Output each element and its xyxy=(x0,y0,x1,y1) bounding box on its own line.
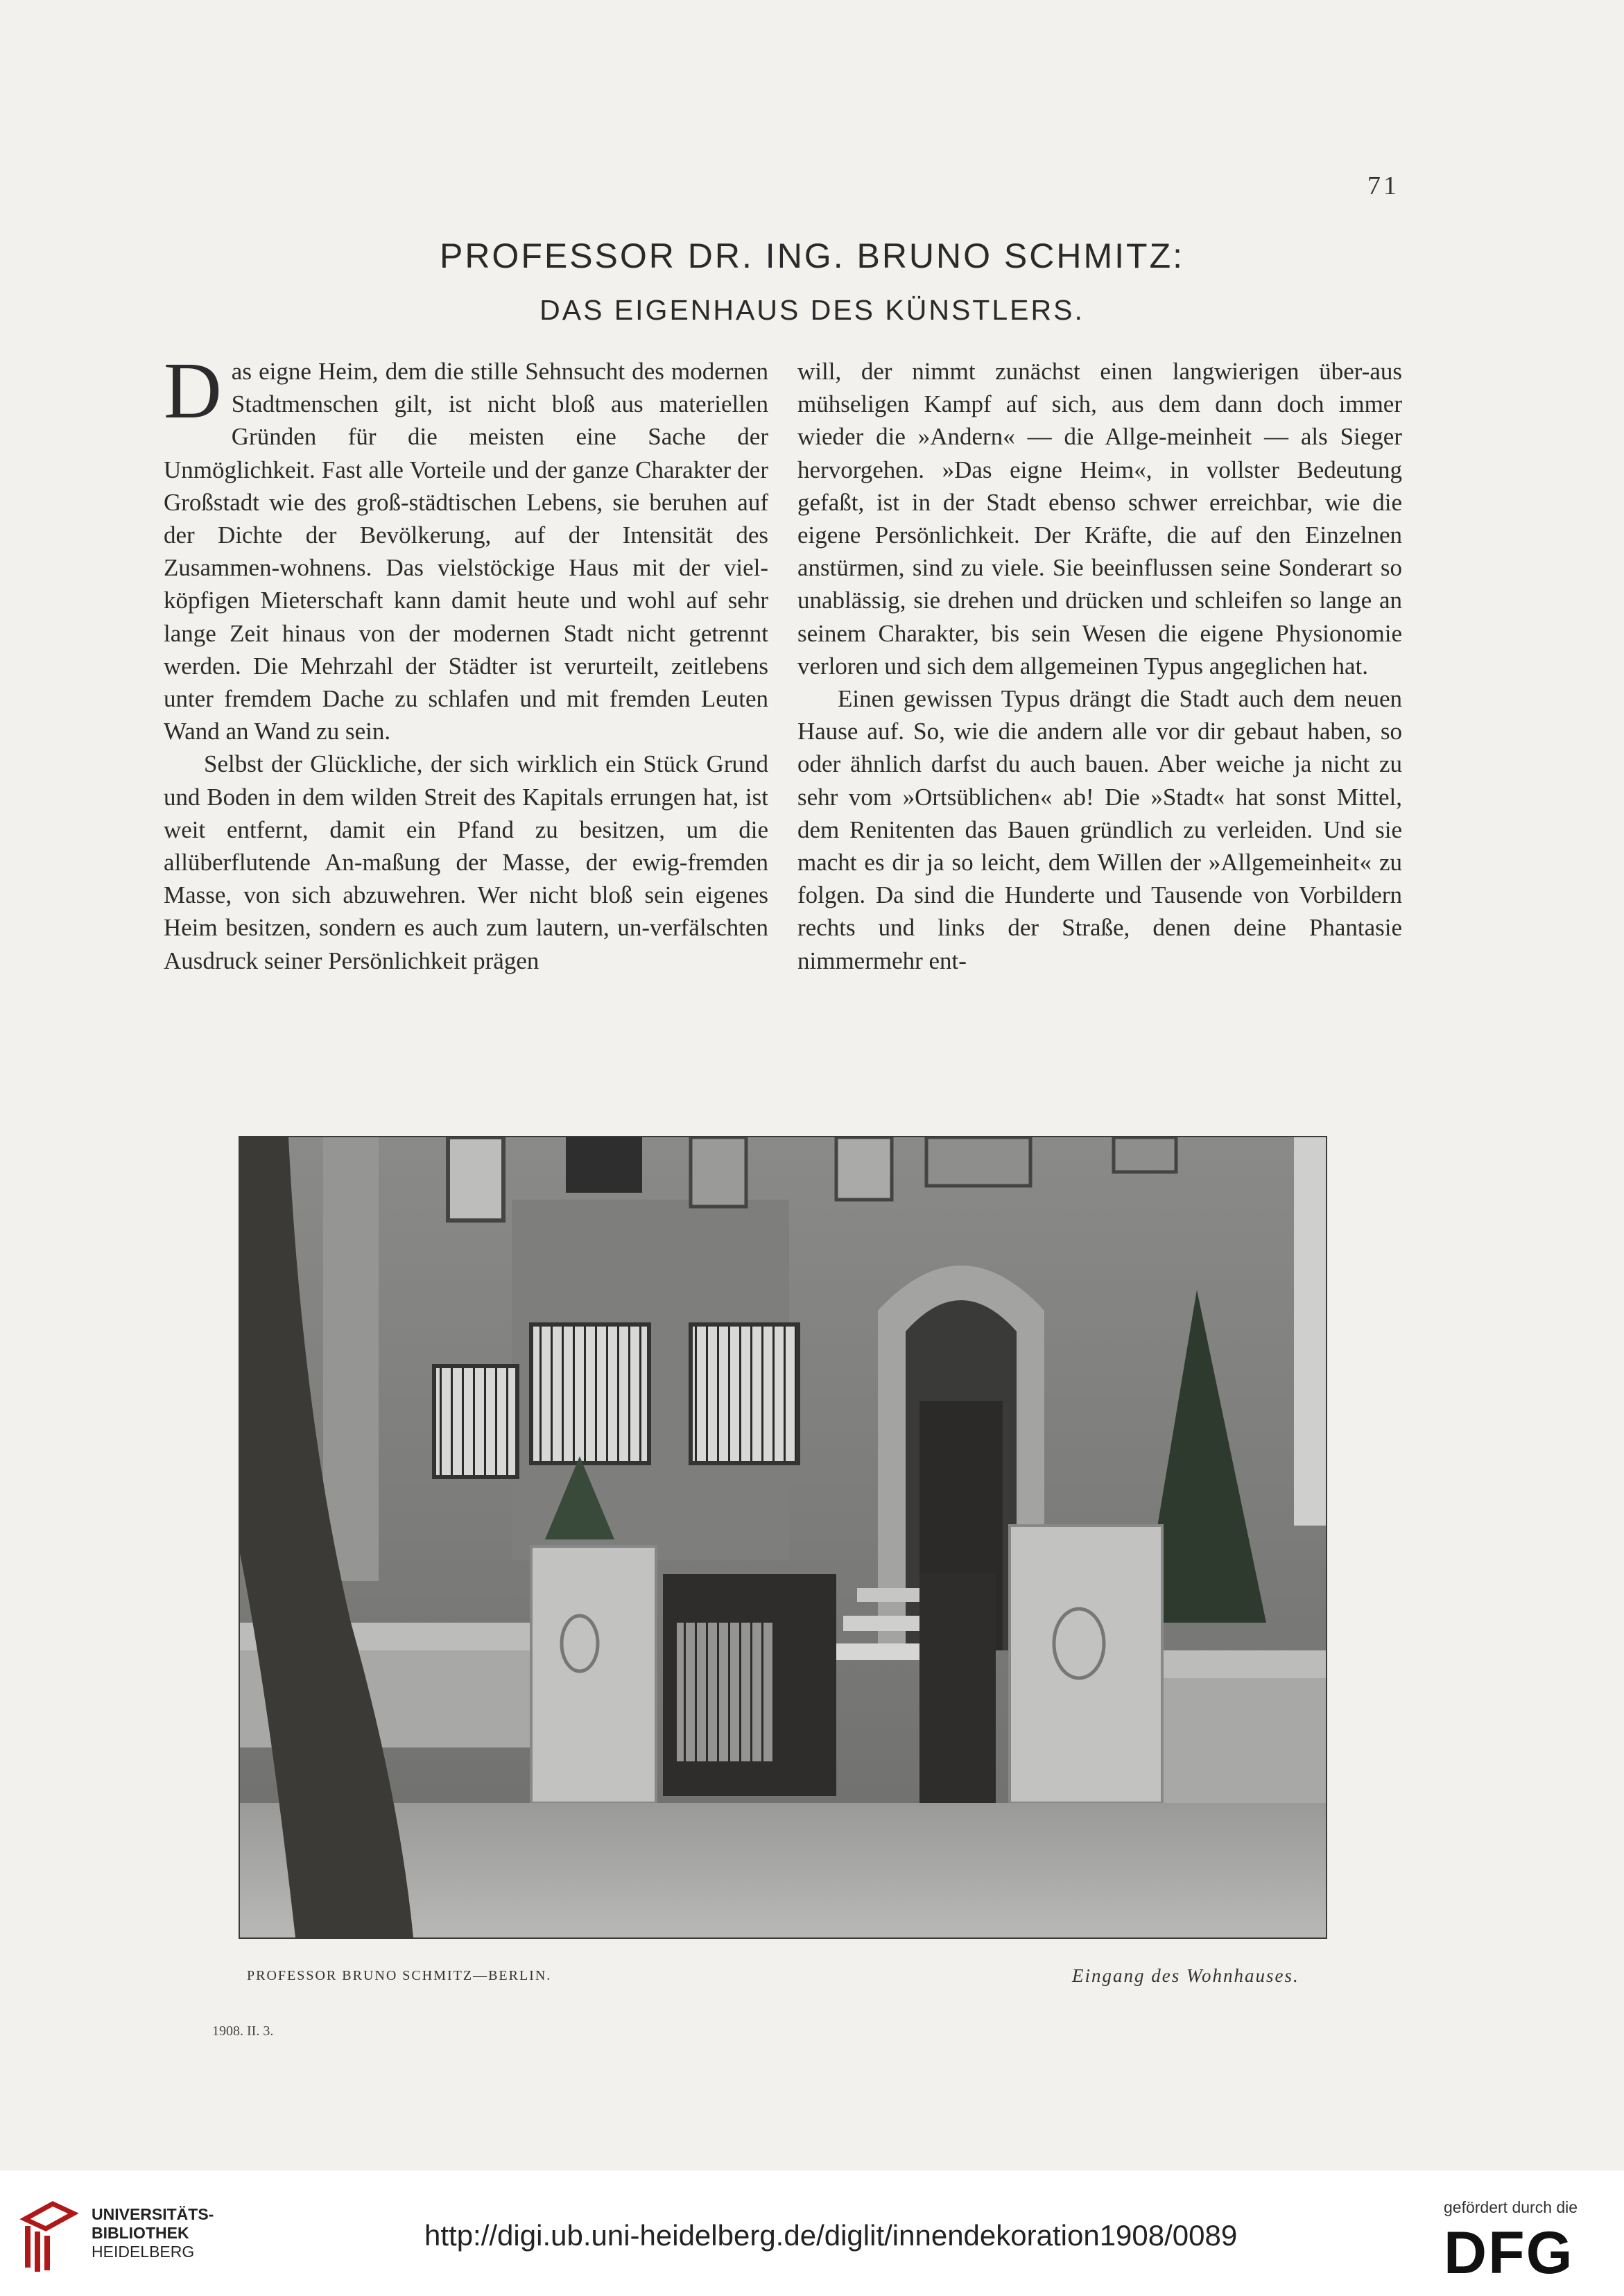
article-subtitle: DAS EIGENHAUS DES KÜNSTLERS. xyxy=(539,294,1085,326)
text-column-right xyxy=(797,355,1402,977)
article-title: PROFESSOR DR. ING. BRUNO SCHMITZ: xyxy=(439,236,1185,275)
library-logo-icon xyxy=(18,2198,80,2275)
photo-caption-author: PROFESSOR BRUNO SCHMITZ—BERLIN. xyxy=(247,1968,552,1983)
issue-footnote: 1908. II. 3. xyxy=(212,2023,274,2039)
library-name: UNIVERSITÄTS- BIBLIOTHEK HEIDELBERG xyxy=(92,2205,214,2261)
house-entrance-photo xyxy=(239,1136,1327,1939)
source-url-link[interactable]: http://digi.ub.uni-heidelberg.de/diglit/innendekoration1908/0089 xyxy=(424,2219,1238,2252)
paragraph: will, der nimmt zunächst einen langwierigen über-aus mühseligen Kampf auf sich, aus dem dann doch immer wieder die »Andern« — die Allge-meinheit — als Sieger hervorgehen. »Das eigne Heim«, in vollster Bedeutung gefaßt, ist in der Stadt ebenso schwer erreichbar, wie die eigene Persönlichkeit. Der Kräfte, die auf den Einzelnen anstürmen, sind zu viele. Sie beeinflussen seine Sonderart so unablässig, sie drehen und drücken und schleifen so lange an seinem Charakter, bis sein Wesen die eigene Physionomie verloren und sich dem allgemeinen Typus angeglichen hat. xyxy=(797,358,1402,680)
paragraph: Einen gewissen Typus drängt die Stadt auch dem neuen Hause auf. So, wie die andern alle vor dir gebaut haben, so oder ähnlich darfst du auch bauen. Aber weiche ja nicht zu sehr vom »Ortsüblichen« ab! Die »Stadt« hat sonst Mittel, dem Renitenten das Bauen gründlich zu verleiden. Und sie macht es dir ja so leicht, dem Willen der »Allgemeinheit« zu folgen. Da sind die Hunderte und Tausende von Vorbildern rechts und links der Straße, denen deine Phantasie nimmermehr ent- xyxy=(797,685,1402,974)
funding-label: gefördert durch die xyxy=(1444,2198,1578,2216)
photo-caption-title: Eingang des Wohnhauses. xyxy=(1072,1965,1299,1986)
paragraph: Selbst der Glückliche, der sich wirklich ein Stück Grund und Boden in dem wilden Streit des Kapitals errungen hat, ist weit entfernt, damit ein Pfand zu besitzen, um die allüberflutende An-maßung der Masse, der ewig-fremden Masse, von sich abzuwehren. Wer nicht bloß sein eigenes Heim besitzen, sondern es auch zum lautern, un-verfälschten Ausdruck seiner Persönlichkeit prägen xyxy=(164,750,768,974)
digitization-footer xyxy=(0,2170,1624,2296)
page-number: 71 xyxy=(1367,171,1399,200)
text-column-left xyxy=(164,347,768,977)
drop-cap: D xyxy=(164,347,222,435)
dfg-logo: DFG xyxy=(1444,2220,1574,2286)
paragraph: Das eigne Heim, dem die stille Sehnsucht des modernen Stadtmenschen gilt, ist nicht bloß aus materiellen Gründen für die meisten eine Sache der Unmöglichkeit. Fast alle Vorteile und der ganze Charakter der Großstadt wie des groß-städtischen Lebens, sie beruhen auf der Dichte der Bevölkerung, auf der Intensität des Zusammen-wohnens. Das vielstöckige Haus mit der viel-köpfigen Mieterschaft kann damit heute und wohl auf sehr lange Zeit hinaus von der modernen Stadt nicht getrennt werden. Die Mehrzahl der Städter ist verurteilt, zeitlebens unter fremdem Dache zu schlafen und mit fremden Leuten Wand an Wand zu sein. xyxy=(164,347,768,745)
